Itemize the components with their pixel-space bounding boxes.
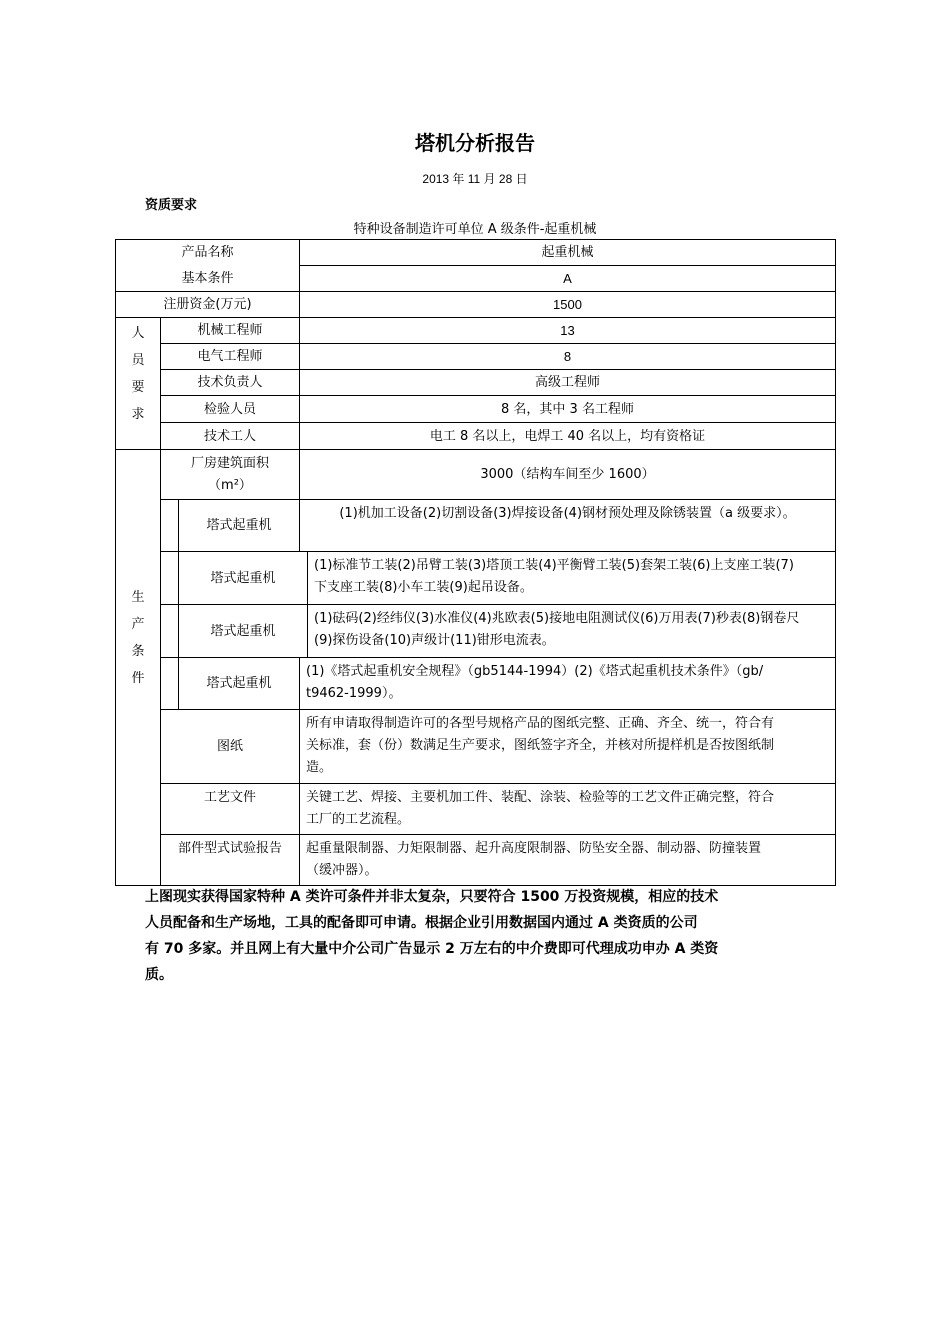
test-report-label: 部件型式试验报告 [177,841,282,856]
capital-label: 注册资金(万元) [163,297,252,312]
production-group-label [116,450,160,885]
table-caption: 特种设备制造许可单位 A 级条件-起重机械 [353,222,597,237]
inspector-label: 检验人员 [203,401,256,417]
process-label: 工艺文件 [203,790,256,805]
equipment-row-3-value: (1)砝码(2)经纬仪(3)水准仪(4)兆欧表(5)接地电阻测试仪(6)万用表(7)秒表(8)钢卷尺 (9)探伤设备(10)声级计(11)钳形电流表。 [314,611,800,648]
equipment-row-4-label: 塔式起重机 [206,676,272,691]
document-title: 塔机分析报告 [415,131,535,155]
drawings-label: 图纸 [216,739,243,754]
summary-line: 有 70 多家。并且网上有大量中介公司广告显示 2 万左右的中介费即可代理成功申办 A 类资 [145,941,719,957]
personnel-group-label [116,318,160,449]
mech-engineer-value: 13 [560,323,575,338]
personnel-group-chars: 人 员 要 求 [131,326,145,422]
factory-area-label: 厂房建筑面积 （m²） [190,456,269,493]
summary-line: 质。 [145,967,173,983]
process-value: 关键工艺、焊接、主要机加工件、装配、涂装、检验等的工艺文件正确完整，符合 工厂的工艺流程。 [306,790,775,827]
document-date: 2013 年 11 月 28 日 [422,172,528,186]
equipment-row-1-value: (1)机加工设备(2)切割设备(3)焊接设备(4)钢材预处理及除锈装置（a 级要求）。 [339,506,796,521]
elec-engineer-label: 电气工程师 [197,349,263,364]
product-name-label: 产品名称 [181,245,234,260]
elec-engineer-value: 8 [563,349,572,364]
summary-paragraph [145,884,810,988]
section-heading: 资质要求 [145,198,198,213]
equipment-row-4-value: (1)《塔式起重机安全规程》（gb5144-1994）(2)《塔式起重机技术条件》（gb/ t9462-1999）。 [306,664,764,701]
tech-lead-label: 技术负责人 [197,375,263,390]
mech-engineer-label: 机械工程师 [197,323,263,338]
equipment-row-3-label: 塔式起重机 [210,623,276,639]
summary-line: 人员配备和生产场地，工具的配备即可申请。根据企业引用数据国内通过 A 类资质的公司 [145,915,698,931]
technician-value: 电工 8 名以上，电焊工 40 名以上，均有资格证 [429,428,706,444]
technician-label: 技术工人 [203,428,256,444]
drawings-value: 所有申请取得制造许可的各型号规格产品的图纸完整、正确、齐全、统一，符合有 关标准，套（份）数满足生产要求，图纸签字齐全，并核对所提样机是否按图纸制 造。 [306,716,775,775]
basic-condition-label: 基本条件 [181,271,234,286]
capital-value: 1500 [553,297,582,312]
equipment-row-2-label: 塔式起重机 [210,570,276,586]
production-group-chars: 生 产 条 件 [131,589,145,686]
basic-condition-value: A [563,271,572,286]
equipment-row-1-label: 塔式起重机 [206,518,272,533]
inspector-value: 8 名，其中 3 名工程师 [501,401,634,417]
product-name-value: 起重机械 [541,245,594,260]
test-report-value: 起重量限制器、力矩限制器、起升高度限制器、防坠安全器、制动器、防撞装置 （缓冲器）。 [306,841,762,878]
summary-line: 上图现实获得国家特种 A 类许可条件并非太复杂，只要符合 1500 万投资规模，相应的技术 [145,889,719,905]
equipment-row-2-value: (1)标准节工装(2)吊臂工装(3)塔顶工装(4)平衡臂工装(5)套架工装(6)上支座工装(7) 下支座工装(8)小车工装(9)起吊设备。 [314,558,794,595]
tech-lead-value: 高级工程师 [534,375,600,390]
factory-area-value: 3000（结构车间至少 1600） [480,467,655,482]
